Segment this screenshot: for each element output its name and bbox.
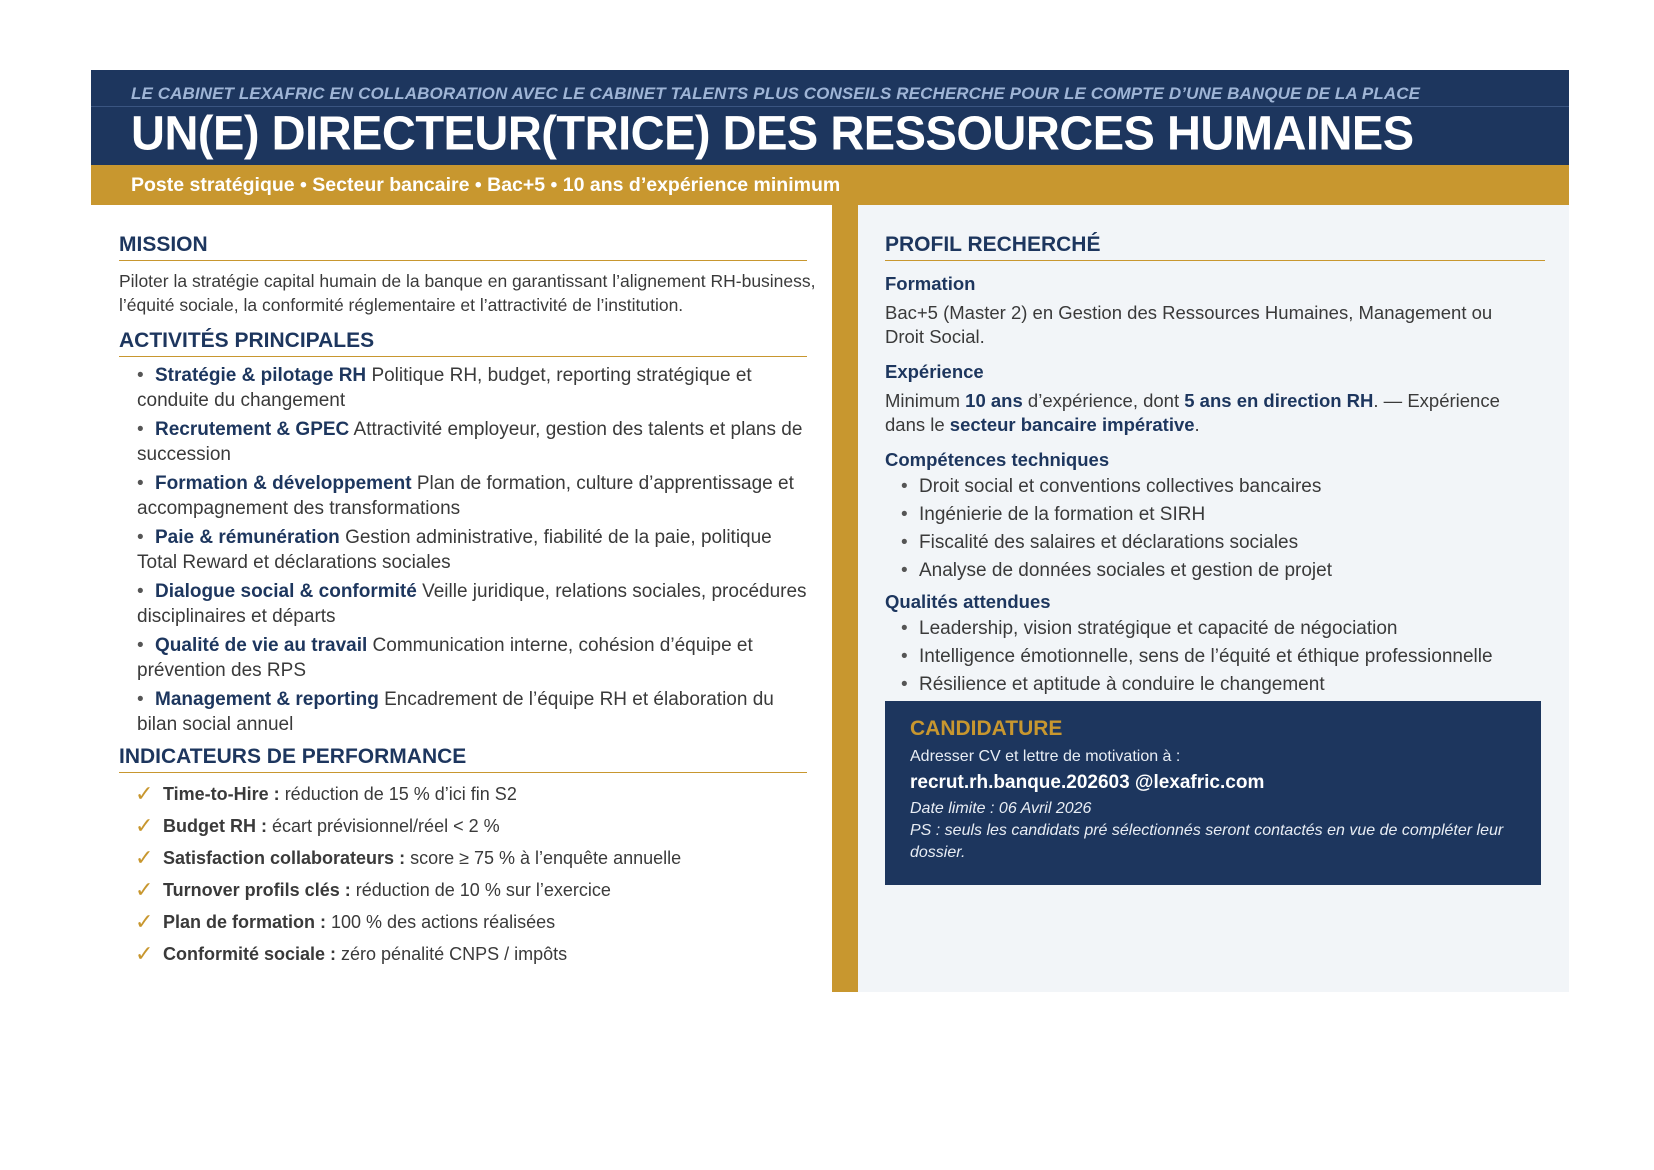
text-emphasis: 5 ans en direction RH [1184, 390, 1374, 411]
kpi-name: Satisfaction collaborateurs : [163, 848, 406, 868]
kpi-text: réduction de 10 % sur l’exercice [355, 880, 611, 900]
application-deadline: Date limite : 06 Avril 2026 [910, 800, 1092, 817]
list-item [901, 645, 1545, 669]
experience-title: Expérience [885, 361, 984, 382]
list-item [137, 579, 807, 629]
text-emphasis: 10 ans [965, 390, 1023, 411]
kpis-list [119, 783, 832, 965]
activity-name: Recrutement & GPEC [155, 419, 350, 440]
activities-title: ACTIVITÉS PRINCIPALES [119, 329, 807, 357]
job-posting-sheet [91, 70, 1569, 992]
quality-text: Leadership, vision stratégique et capacité de négociation [919, 618, 1398, 639]
application-email[interactable]: recrut.rh.banque.202603 @lexafric.com [910, 772, 1265, 793]
list-item [901, 617, 1545, 641]
list-item [135, 847, 832, 869]
kpi-text: score ≥ 75 % à l’enquête annuelle [410, 848, 682, 868]
mission-text: Piloter la stratégie capital humain de la banque en garantissant l’alignement RH-business, l’équité sociale, la conformité réglementaire et l’attractivité de l’institution. [119, 271, 816, 315]
list-item [137, 417, 807, 467]
check-icon: ✓ [135, 813, 154, 838]
kpi-name: Plan de formation : [163, 912, 327, 932]
summary-band: Poste stratégique • Secteur bancaire • Bac+5 • 10 ans d’expérience minimum [91, 165, 1569, 205]
bullet-icon: • [137, 689, 144, 710]
quality-text: Résilience et aptitude à conduire le changement [919, 674, 1325, 695]
column-divider [832, 205, 858, 992]
activity-text: Plan de formation, culture d’apprentissage et accompagnement des transformations [137, 473, 794, 519]
qualities-list [885, 617, 1545, 697]
mission-title: MISSION [119, 233, 807, 261]
list-item [137, 687, 807, 737]
activity-text: Attractivité employeur, gestion des talents et plans de succession [137, 419, 803, 465]
bullet-icon: • [137, 527, 144, 548]
kpi-text: zéro pénalité CNPS / impôts [341, 944, 568, 964]
list-item [901, 503, 1545, 527]
experience-text [885, 389, 1525, 437]
list-item [135, 943, 832, 965]
check-icon: ✓ [135, 781, 154, 806]
bullet-icon: • [901, 532, 908, 553]
kpi-text: réduction de 15 % d’ici fin S2 [284, 784, 517, 804]
bullet-icon: • [901, 646, 908, 667]
list-item [135, 911, 832, 933]
kpis-title: INDICATEURS DE PERFORMANCE [119, 745, 807, 773]
bullet-icon: • [137, 581, 144, 602]
skill-text: Ingénierie de la formation et SIRH [919, 504, 1206, 525]
activity-text: Politique RH, budget, reporting stratégique et conduite du changement [137, 365, 752, 411]
bullet-icon: • [137, 635, 144, 656]
list-item [135, 879, 832, 901]
job-title: UN(E) DIRECTEUR(TRICE) DES RESSOURCES HUMAINES [131, 105, 1414, 160]
list-item [901, 559, 1545, 583]
activities-list [119, 363, 832, 737]
list-item [901, 531, 1545, 555]
list-item [901, 475, 1545, 499]
activity-name: Management & reporting [155, 689, 379, 710]
activity-text: Veille juridique, relations sociales, procédures disciplinaires et départs [137, 581, 807, 627]
kpi-text: écart prévisionnel/réel < 2 % [271, 816, 500, 836]
activity-name: Stratégie & pilotage RH [155, 365, 367, 386]
qualities-title: Qualités attendues [885, 591, 1051, 612]
application-ps: PS : seuls les candidats pré sélectionnés seront contactés en vue de compléter leur dossier. [910, 822, 1504, 861]
text-emphasis: secteur bancaire impérative [949, 414, 1195, 435]
application-instruction: Adresser CV et lettre de motivation à : [910, 748, 1181, 765]
kpi-name: Turnover profils clés : [163, 880, 351, 900]
bullet-icon: • [137, 365, 144, 386]
skills-list [885, 475, 1545, 583]
quality-text: Intelligence émotionnelle, sens de l’équité et éthique professionnelle [919, 646, 1493, 667]
activity-text: Communication interne, cohésion d’équipe et prévention des RPS [137, 635, 753, 681]
bullet-icon: • [137, 473, 144, 494]
bullet-icon: • [901, 476, 908, 497]
check-icon: ✓ [135, 909, 154, 934]
check-icon: ✓ [135, 941, 154, 966]
text-fragment: Minimum [885, 390, 966, 411]
list-item [137, 471, 807, 521]
right-column [858, 205, 1569, 992]
kpi-name: Time-to-Hire : [163, 784, 280, 804]
application-box [885, 701, 1541, 885]
list-item [135, 783, 832, 805]
skill-text: Droit social et conventions collectives bancaires [919, 476, 1322, 497]
list-item [137, 633, 807, 683]
activity-text: Encadrement de l’équipe RH et élaboration du bilan social annuel [137, 689, 774, 735]
activity-name: Formation & développement [155, 473, 412, 494]
formation-text: Bac+5 (Master 2) en Gestion des Ressources Humaines, Management ou Droit Social. [885, 302, 1493, 347]
kpi-name: Budget RH : [163, 816, 267, 836]
kpi-text: 100 % des actions réalisées [331, 912, 556, 932]
list-item [137, 363, 807, 413]
profile-title: PROFIL RECHERCHÉ [885, 233, 1545, 261]
skills-title: Compétences techniques [885, 449, 1110, 470]
text-fragment: . [1194, 414, 1200, 435]
formation-title: Formation [885, 273, 976, 294]
activity-name: Paie & rémunération [155, 527, 340, 548]
activity-name: Qualité de vie au travail [155, 635, 368, 656]
activity-text: Gestion administrative, fiabilité de la paie, politique Total Reward et déclarations sociales [137, 527, 772, 573]
list-item [137, 525, 807, 575]
skill-text: Fiscalité des salaires et déclarations sociales [919, 532, 1299, 553]
bullet-icon: • [137, 419, 144, 440]
list-item [901, 673, 1545, 697]
bullet-icon: • [901, 504, 908, 525]
bullet-icon: • [901, 560, 908, 581]
header-kicker: LE CABINET LEXAFRIC EN COLLABORATION AVEC LE CABINET TALENTS PLUS CONSEILS RECHERCHE POUR LE COMPTE D’UNE BANQUE DE LA PLACE [131, 84, 1421, 103]
left-column [91, 205, 832, 992]
kpi-name: Conformité sociale : [163, 944, 337, 964]
text-fragment: d’expérience, dont [1022, 390, 1185, 411]
check-icon: ✓ [135, 877, 154, 902]
application-title: CANDIDATURE [910, 717, 1063, 740]
skill-text: Analyse de données sociales et gestion de projet [919, 560, 1332, 581]
text-fragment: . — Expérience dans le [885, 390, 1500, 435]
check-icon: ✓ [135, 845, 154, 870]
list-item [135, 815, 832, 837]
content-columns [91, 205, 1569, 992]
bullet-icon: • [901, 674, 908, 695]
bullet-icon: • [901, 618, 908, 639]
activity-name: Dialogue social & conformité [155, 581, 417, 602]
header-banner [91, 70, 1569, 165]
